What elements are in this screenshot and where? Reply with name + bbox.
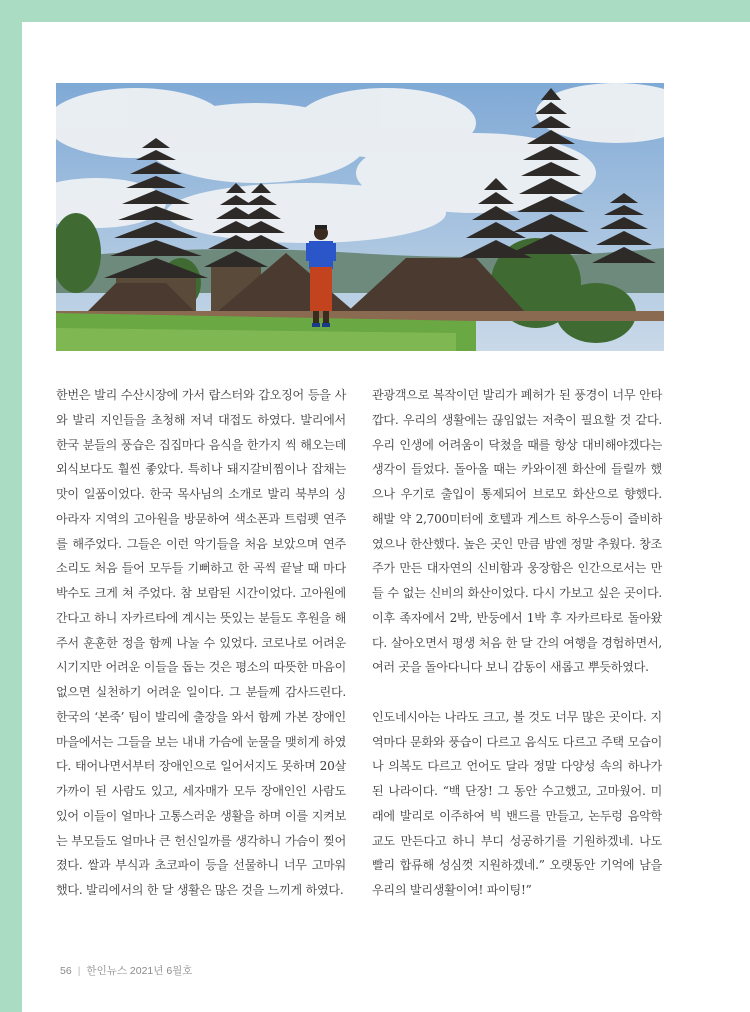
magazine-page bbox=[22, 22, 750, 1012]
article-paragraph: 관광객으로 복작이던 발리가 폐허가 된 풍경이 너무 안타깝다. 우리의 생활에는 끊임없는 저축이 필요할 것 같다. 우리 인생에 어려움이 닥쳤을 때를 항상 대비해야겠다는 생각이 들었다. 돌아올 때는 카와이젠 화산에 들릴까 했으나 우기로 출입이 통제되어 브로모 화산으로 향했다. 해발 약 2,700미터에 호텔과 게스트 하우스등이 즐비하였으나 한산했다. 높은 곳인 만큼 밤엔 정말 추웠다. 창조주가 만든 대자연의 신비함과 웅장함은 인간으로서는 만들 수 없는 신비의 화산이었다. 다시 가보고 싶은 곳이다. 이후 족자에서 2박, 반둥에서 1박 후 자카르타로 돌아왔다. 살아오면서 평생 처음 한 달 간의 여행을 경험하면서, 여러 곳을 돌아다니다 보니 감동이 새롭고 뿌듯하였다. bbox=[372, 388, 662, 675]
article-paragraph: 인도네시아는 나라도 크고, 볼 것도 너무 많은 곳이다. 지역마다 문화와 풍습이 다르고 음식도 다르고 주택 모습이나 의복도 다르고 언어도 달라 정말 다양성 속의 하나가 된 나라이다. “백 단장! 그 동안 수고했고, 고마웠어. 미래에 발리로 이주하여 빅 밴드를 만들고, 논두렁 음악학교도 만든다고 하니 부디 성공하기를 기원하겠네. 나도 빨리 합류해 성심껏 지원하겠네.” 오랫동안 기억에 남을 우리의 발리생활이여! 파이팅!” bbox=[372, 709, 662, 897]
article-paragraph: 한번은 발리 수산시장에 가서 랍스터와 갑오징어 등을 사와 발리 지인들을 초청해 저녁 대접도 하였다. 발리에서 한국 분들의 풍습은 집집마다 음식을 한가지 씩 해오는데 외식보다도 훨씬 좋았다. 특히나 돼지갈비찜이나 잡채는 맛이 일품이었다. 한국 목사님의 소개로 발리 북부의 싱아라자 지역의 고아원을 방문하여 색소폰과 트럼펫 연주를 해주었다. 그들은 이런 악기들을 처음 보았으며 연주소리도 처음 들어 모두들 기뻐하고 한 곡씩 끝날 때 마다 박수도 크게 쳐 주었다. 참 보람된 시간이었다. 고아원에 간다고 하니 자카르타에 계시는 뜻있는 분들도 후원을 해 주서 훈훈한 정을 함께 나눌 수 있었다. 코로나로 어려운 시기지만 어려운 이들을 돕는 것은 평소의 따뜻한 마음이 없으면 실천하기 어려운 일이다. 그 분들께 감사드린다. 한국의 ‘본죽’ 팀이 발리에 출장을 와서 함께 가본 장애인 마을에서는 그들을 보는 내내 가슴에 눈물을 맺히게 하였다. 태어나면서부터 장애인으로 일어서지도 못하며 20살 가까이 된 사람도 있고, 세자매가 모두 장애인인 사람도 있어 이들이 얼마나 고통스러운 생활을 하며 이를 지켜보는 부모들도 얼마나 큰 헌신일까를 생각하니 가슴이 찢어졌다. 쌀과 부식과 초코파이 등을 선물하니 너무 고마워했다. 발리에서의 한 달 생활은 많은 것을 느끼게 하였다. bbox=[56, 388, 346, 897]
article-left-column bbox=[56, 383, 346, 903]
bali-temple-photo bbox=[56, 83, 664, 351]
footer-separator: | bbox=[77, 965, 81, 977]
page-footer bbox=[60, 963, 192, 978]
article-right-column bbox=[372, 383, 662, 903]
page-number: 56 bbox=[60, 965, 72, 977]
publication-name: 한인뉴스 2021년 6월호 bbox=[86, 965, 193, 977]
